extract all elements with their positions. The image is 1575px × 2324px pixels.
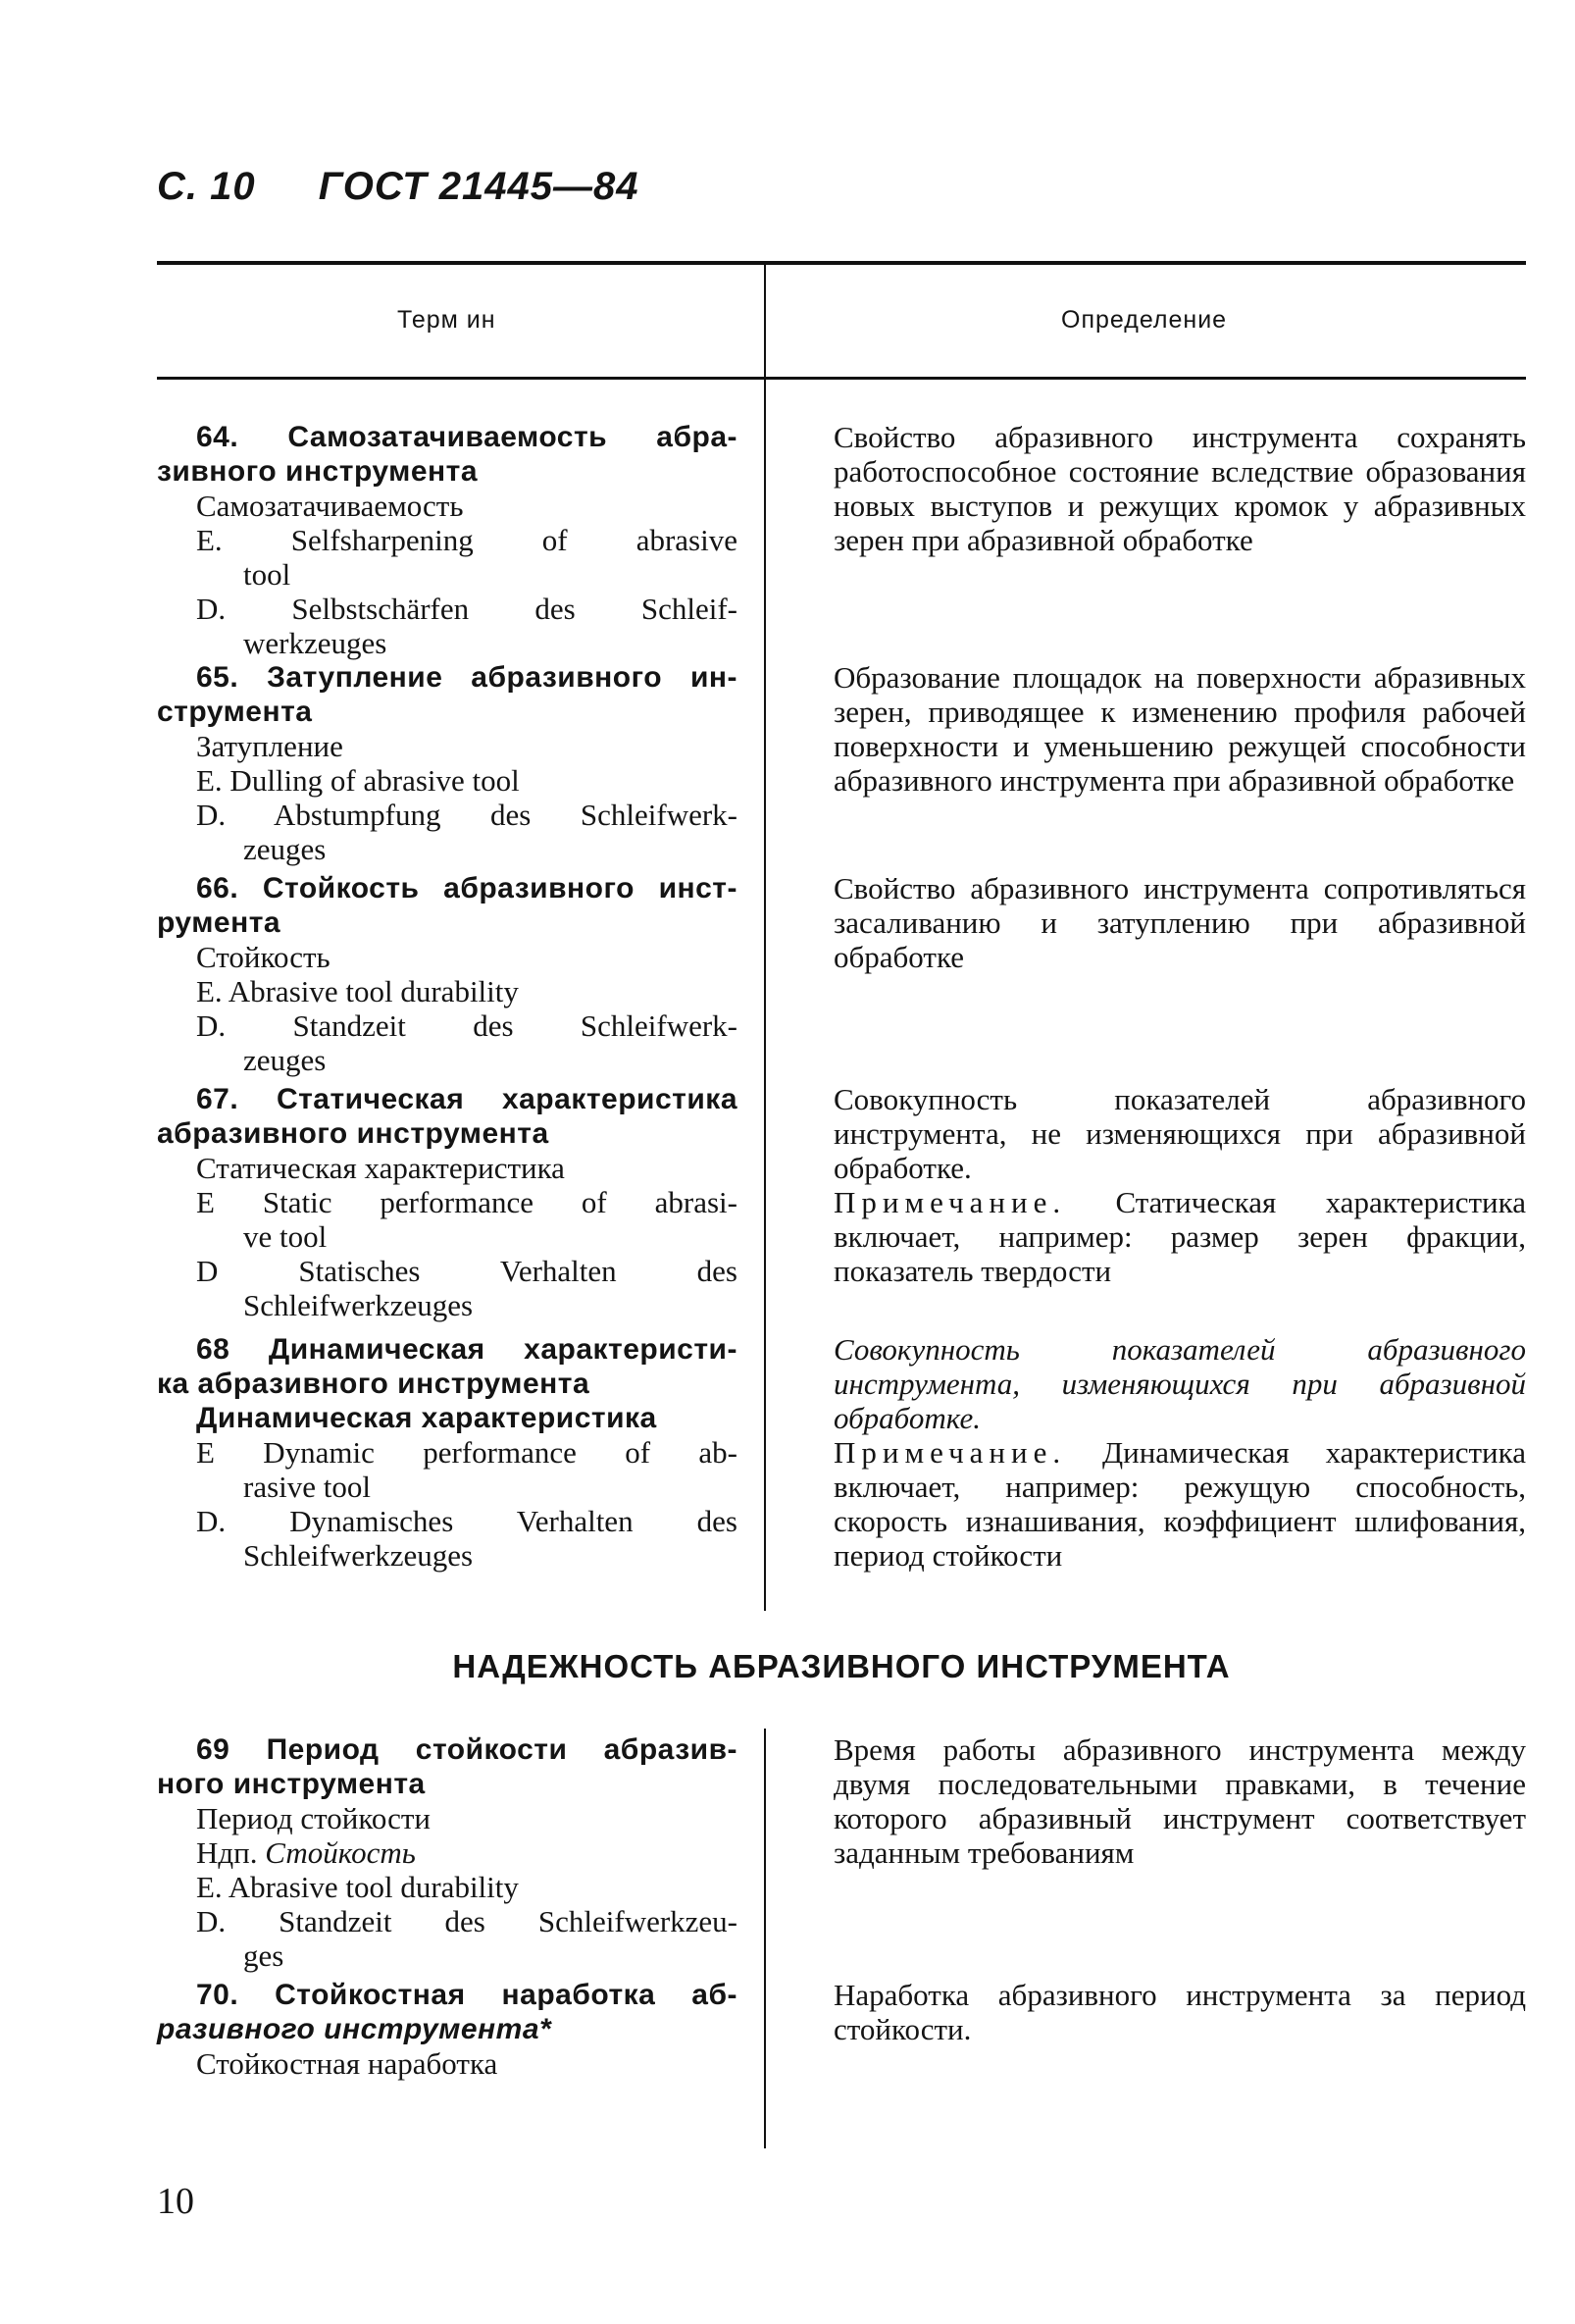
term-short: Период стойкости [196,1801,432,1835]
term-entry-65 [157,660,737,866]
term-de: D. Standzeit des Schleifwerk- [196,1008,737,1043]
table-top-rule [157,261,1526,265]
definition-66 [794,871,1526,974]
term-title-line: ка абразивного инструмента [157,1368,590,1400]
term-entry-68 [157,1332,737,1573]
term-de-cont: Schleifwerkzeuges [243,1288,474,1322]
term-en-cont: ve tool [243,1219,328,1254]
term-title-line: струмента [157,696,313,728]
table-header-rule [157,377,1526,380]
term-title-line: разивного инструмента* [157,2013,552,2045]
term-title-line: 70. Стойкостная наработка аб- [196,1979,737,2011]
term-en: E. Abrasive tool durability [196,974,519,1008]
term-entry-66 [157,871,737,1077]
term-title-line: абразивного инструмента [157,1117,549,1150]
term-title-line: 67. Статическая характеристика [196,1083,737,1115]
definition-text: Совокупность показателей абразивного инструмента, изменяющихся при абразивной обработке. [834,1332,1526,1435]
term-title-line: зивного инструмента [157,455,479,488]
term-en: E Dynamic performance of ab- [196,1435,737,1470]
definition-64 [794,420,1526,557]
term-de: D. Standzeit des Schleifwerkzeu- [196,1904,737,1938]
definition-65 [794,660,1526,798]
term-short: Стойкостная наработка [196,2046,498,2081]
note-text: Статическая характеристика включает, например: размер зерен фракции, показатель твердости [834,1185,1526,1288]
definition-text: Совокупность показателей абразивного инструмента, не изменяющихся при абразивной обработке. [834,1082,1526,1185]
term-title-line: 65. Затупление абразивного ин- [196,661,737,694]
term-de-cont: zeuges [243,1043,327,1077]
term-de-cont: ges [243,1938,284,1973]
term-short: Динамическая характеристика [196,1402,657,1434]
term-title-line: 69 Период стойкости абразив- [196,1733,737,1766]
term-short: Стойкость [196,940,330,974]
definition-text: Наработка абразивного инструмента за период стойкости. [834,1978,1526,2046]
term-title-line: 68 Динамическая характеристи- [196,1333,737,1366]
ndp-label: Ндп. [196,1835,258,1870]
term-en: E. Abrasive tool durability [196,1870,519,1904]
term-title-line: ного инструмента [157,1768,426,1800]
term-de: D. Selbstschärfen des Schleif- [196,592,737,626]
term-entry-64 [157,420,737,660]
term-en: E. Dulling of abrasive tool [196,763,520,798]
term-short: Самозатачиваемость [196,489,464,523]
definition-text: Время работы абразивного инструмента между двумя последовательными правками, в течение которого абразивный инструмент соответствует заданным требованиям [834,1732,1526,1870]
term-de-cont: Schleifwerkzeuges [243,1538,474,1573]
page-reference: С. 10 [157,165,256,208]
term-de-cont: zeuges [243,832,327,866]
note-text: Динамическая характеристика включает, например: режущую способность, скорость изнашивания, коэффициент шлифования, период стойкости [834,1435,1526,1573]
column-divider [764,261,766,1611]
term-title-line: румента [157,906,281,939]
term-de: D Statisches Verhalten des [196,1254,737,1288]
term-de: D. Abstumpfung des Schleifwerk- [196,798,737,832]
note-label: Примечание. [834,1435,1067,1470]
term-entry-67 [157,1082,737,1322]
term-title-line: 64. Самозатачиваемость абра- [196,421,737,453]
definition-67 [794,1082,1526,1288]
term-en-cont: tool [243,557,291,592]
standard-title: ГОСТ 21445—84 [318,165,639,208]
term-en: E. Selfsharpening of abrasive [196,523,737,557]
term-entry-70 [157,1978,737,2081]
definition-70 [794,1978,1526,2046]
term-short: Затупление [196,729,343,763]
page-header [157,165,639,209]
term-title-line: 66. Стойкость абразивного инст- [196,872,737,904]
ndp-term: Стойкость [265,1835,416,1870]
term-de: D. Dynamisches Verhalten des [196,1504,737,1538]
definition-note [794,1185,1526,1288]
term-de-cont: werkzeuges [243,626,387,660]
term-en-cont: rasive tool [243,1470,371,1504]
page-number: 10 [157,2181,194,2222]
term-short: Статическая характеристика [196,1151,565,1185]
column-header-term: Терм ин [397,306,496,334]
definition-text: Свойство абразивного инструмента сохранять работоспособное состояние вследствие образования новых выступов и режущих кромок у абразивных зерен при абразивной обработке [834,420,1526,557]
column-header-definition: Определение [1061,306,1228,334]
definition-text: Свойство абразивного инструмента сопротивляться засаливанию и затуплению при абразивной обработке [834,871,1526,974]
term-en: E Static performance of abrasi- [196,1185,737,1219]
note-label: Примечание. [834,1185,1067,1219]
term-entry-69 [157,1732,737,1973]
definition-68 [794,1332,1526,1573]
definition-69 [794,1732,1526,1870]
definition-text: Образование площадок на поверхности абразивных зерен, приводящее к изменению профиля рабочей поверхности и уменьшению режущей способности абразивного инструмента при абразивной обработке [834,660,1526,798]
column-divider-2 [764,1729,766,2148]
section-heading: НАДЕЖНОСТЬ АБРАЗИВНОГО ИНСТРУМЕНТА [452,1648,1231,1684]
term-ndp [157,1835,737,1870]
definition-note [794,1435,1526,1573]
